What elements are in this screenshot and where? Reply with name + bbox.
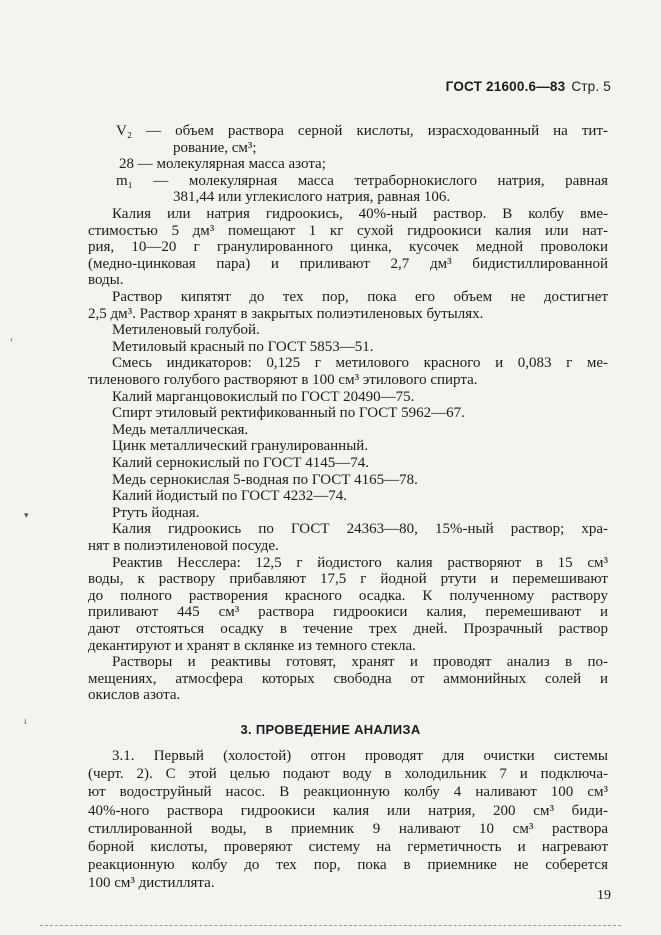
text-line: Калия гидроокись по ГОСТ 24363—80, 15%-ный раствор; хра- [112, 521, 608, 538]
text-line: рование, см³; [173, 139, 257, 156]
text-line: Медь сернокислая 5-водная по ГОСТ 4165—78. [112, 471, 418, 488]
text-line: реакционную колбу до тех пор, пока в приемнике не соберется [88, 857, 608, 874]
text-line: 40%-ного раствора гидроокиси калия или натрия, 200 см³ биди- [88, 802, 608, 819]
text-line: Растворы и реактивы готовят, хранят и проводят анализ в по- [112, 654, 608, 671]
text-line: 2,5 дм³. Раствор хранят в закрытых полиэтиленовых бутылях. [88, 305, 484, 322]
text-line: стиллированной воды, в приемник 9 наливают 10 см³ раствора [88, 820, 608, 837]
text-line: 100 см³ дистиллята. [88, 875, 215, 892]
text-line: Метиленовый голубой. [112, 322, 260, 339]
text-line: до полного растворения красного осадка. К полученному раствору [88, 587, 608, 604]
text-line: Калия или натрия гидроокись, 40%-ный раствор. В колбу вме- [112, 206, 608, 222]
page-header [446, 79, 611, 94]
margin-mark: ▾ [24, 510, 29, 520]
text-line: Цинк металлический гранулированный. [112, 438, 369, 455]
text-line: нят в полиэтиленовой посуде. [88, 538, 279, 554]
text-line: декантируют и хранят в склянке из темного стекла. [88, 637, 416, 654]
text-line: приливают 445 см³ раствора гидроокиси калия, перемешивают и [88, 604, 608, 621]
text-line: стимостью 5 дм³ помещают 1 кг сухой гидроокиси калия или нат- [88, 222, 608, 239]
text-line: 381,44 или углекислого натрия, равная 106. [173, 189, 451, 206]
text-line: (медно-цинковая пара) и приливают 2,7 дм³ бидистиллированной [88, 255, 608, 272]
text-line: воды, к раствору прибавляют 17,5 г йодной ртути и перемешивают [88, 571, 608, 588]
text-line: Медь металлическая. [112, 421, 249, 438]
margin-mark: ‹ [10, 334, 13, 344]
text-line: ют водоструйный насос. В реакционную колбу 4 наливают 100 см³ [88, 784, 608, 801]
text-line: воды. [88, 272, 124, 289]
text-line: 28 — молекулярная масса азота; [119, 156, 326, 173]
text-line: дают отстояться осадку в течение трех дней. Прозрачный раствор [88, 621, 608, 637]
bottom-rule [40, 925, 621, 926]
text-line: Реактив Несслера: 12,5 г йодистого калия растворяют в 15 см³ [112, 554, 608, 571]
text-line: Калий сернокислый по ГОСТ 4145—74. [112, 455, 369, 471]
standard-code: ГОСТ 21600.6—83 [445, 79, 566, 94]
text-line: Раствор кипятят до тех пор, пока его объем не достигнет [112, 289, 608, 305]
text-line: 3.1. Первый (холостой) отгон проводят для очистки системы [112, 748, 608, 764]
text-line: мещениях, атмосфера которых свободна от аммонийных солей и [88, 670, 608, 687]
text-line: Смесь индикаторов: 0,125 г метилового красного и 0,083 г ме- [112, 355, 608, 372]
text-line: m₁ — молекулярная масса тетраборнокислого натрия, равная [116, 172, 608, 189]
text-line: Калий марганцовокислый по ГОСТ 20490—75. [112, 388, 415, 405]
text-line: Спирт этиловый ректификованный по ГОСТ 5962—67. [112, 405, 465, 422]
text-line: Ртуть йодная. [112, 504, 200, 521]
text-line: (черт. 2). С этой целью подают воду в холодильник 7 и подключа- [88, 766, 608, 783]
text-line: борной кислоты, проверяют систему на герметичность и нагревают [88, 839, 608, 855]
text-line: Метиловый красный по ГОСТ 5853—51. [112, 338, 374, 355]
text-line: окислов азота. [88, 687, 181, 704]
page-number: 19 [597, 888, 611, 903]
text-line: тиленового голубого растворяют в 100 см³ этилового спирта. [88, 372, 478, 388]
text-line: рия, 10—20 г гранулированного цинка, кусочек медной проволоки [88, 239, 608, 256]
margin-mark: ı [24, 716, 27, 726]
page-label: Стр. 5 [571, 79, 611, 94]
text-line: V₂ — объем раствора серной кислоты, израсходованный на тит- [116, 123, 608, 139]
text-line: Калий йодистый по ГОСТ 4232—74. [112, 488, 347, 505]
section-title: 3. ПРОВЕДЕНИЕ АНАЛИЗА [240, 722, 421, 737]
